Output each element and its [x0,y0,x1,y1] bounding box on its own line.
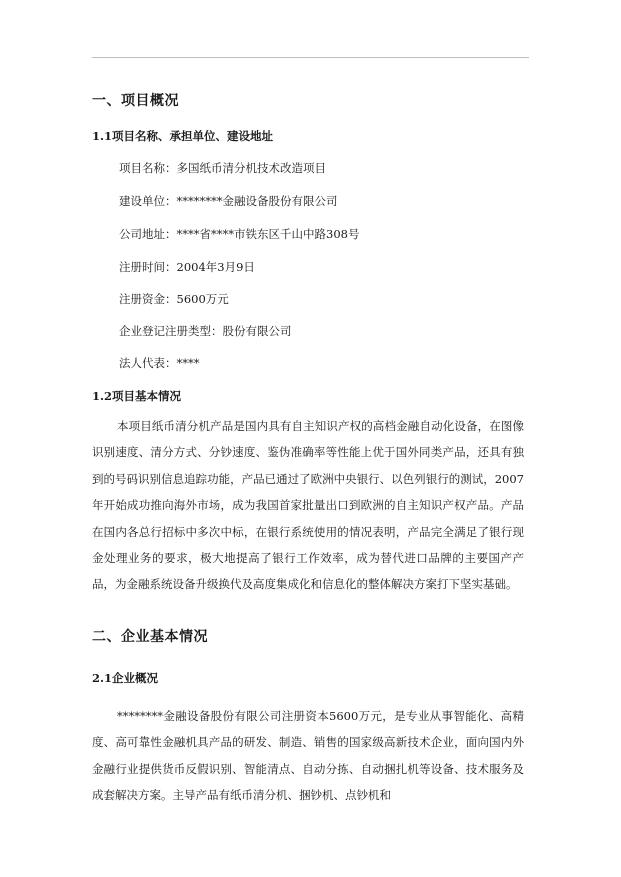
field-registered-capital: 注册资金：5600万元 [119,292,229,306]
company-overview-paragraph: ********金融设备股份有限公司注册资本5600万元，是专业从事智能化、高精度、高可靠性金融机具产品的研发、制造、销售的国家级高新技术企业，面向国内外金融行业提供货币反假识别、智能清点、自动分拣、自动捆扎机等设备、技术服务及成套解决方案。主导产品有纸币清分机、捆钞机、点钞机和 [92,709,524,803]
field-registration-type: 企业登记注册类型：股份有限公司 [119,324,292,338]
field-legal-rep: 法人代表：**** [119,356,200,370]
subsection-1-2-heading: 1.2项目基本情况 [92,389,182,403]
section-1-heading: 一、项目概况 [92,93,179,109]
project-overview-paragraph: 本项目纸币清分机产品是国内具有自主知识产权的高档金融自动化设备，在图像识别速度、清分方式、分钞速度、鉴伪准确率等性能上优于国外同类产品，还具有独到的号码识别信息追踪功能，产品已通过了欧洲中央银行、以色列银行的测试，2007年开始成功推向海外市场，成为我国首家批量出口到欧洲的自主知识产权产品。产品在国内各总行招标中多次中标，在银行系统使用的情况表明，产品完全满足了银行现金处理业务的要求，极大地提高了银行工作效率，成为替代进口品牌的主要国产产品，为金融系统设备升级换代及高度集成化和信息化的整体解决方案打下坚实基础。 [92,419,524,592]
subsection-2-1-heading: 2.1企业概况 [92,671,159,685]
subsection-1-1-heading: 1.1项目名称、承担单位、建设地址 [92,129,274,143]
header-rule [92,57,529,58]
field-builder: 建设单位：********金融设备股份有限公司 [119,194,338,208]
field-address: 公司地址：****省****市铁东区千山中路308号 [119,227,360,241]
section-2-heading: 二、企业基本情况 [92,629,208,645]
field-registration-date: 注册时间：2004年3月9日 [119,260,255,274]
field-project-name: 项目名称：多国纸币清分机技术改造项目 [119,161,326,175]
